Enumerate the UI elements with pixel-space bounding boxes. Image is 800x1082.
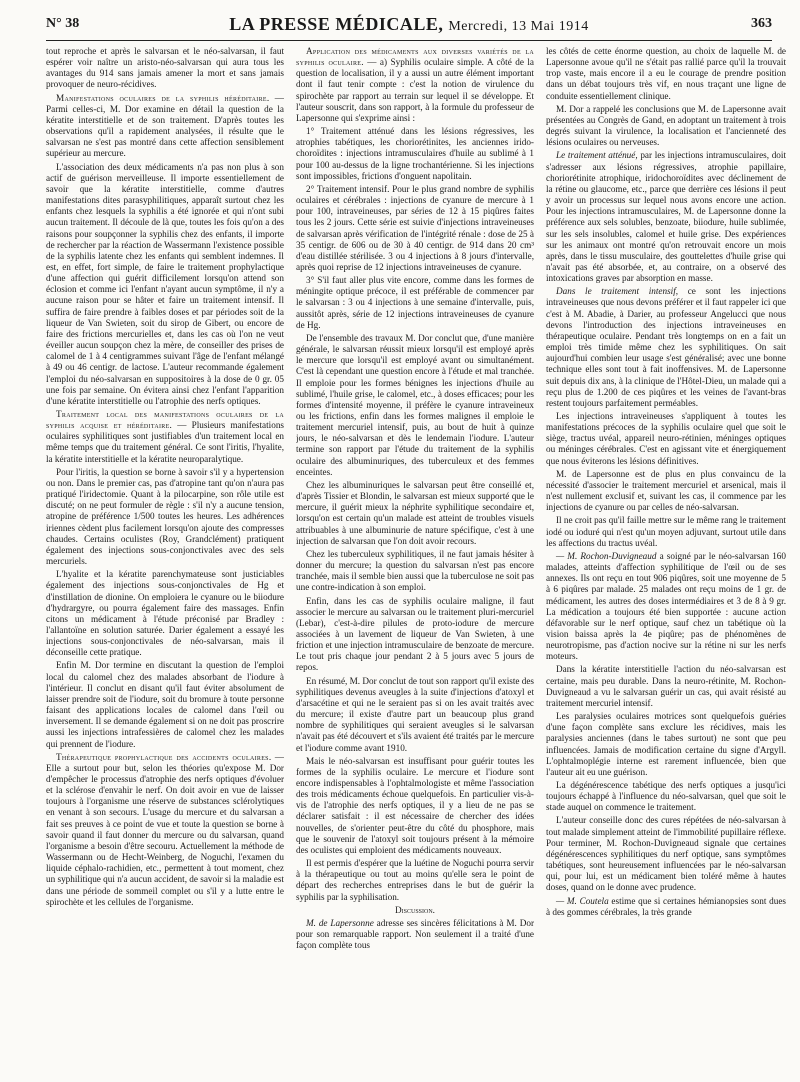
paragraph-text: estime que si certaines hémianopsies sont dues à des gommes cérébrales, la très grande xyxy=(546,895,786,917)
discussion-heading: Discussion. xyxy=(395,904,435,915)
speaker-name: — M. Rochon-Duvigneaud xyxy=(556,550,657,561)
discussion-text: adresse ses sincères félicitations à M. Dor pour son remarquable rapport. Non seulement il a traité d'une façon complète tous xyxy=(296,917,534,951)
section-heading: Manifestations oculaires de la syphilis héréditaire. xyxy=(56,92,270,103)
issue-number: N° 38 xyxy=(46,16,80,31)
paragraph: Les injections intraveineuses s'appliquent à toutes les manifestations précoces de la syphilis oculaire quel que soit le siège, tractus uvéal, appareil neuro-rétinien, méninges optiques ou méninges cérébrales. C'est en agissant vite et énergiquement que nous éviterons les lésions définitives. xyxy=(546,411,786,466)
speaker-paragraph xyxy=(546,551,786,663)
speaker-name: — M. Coutela xyxy=(556,895,609,906)
paragraph: Il ne croit pas qu'il faille mettre sur le même rang le traitement iodé ou ioduré qui n'est qu'un moyen adjuvant, surtout utile dans les affections du tractus uvéal. xyxy=(546,515,786,548)
paragraph-treatment-intensive xyxy=(546,286,786,409)
section-heading: Application des médicaments aux diverses variétés de la syphilis oculaire. xyxy=(296,46,534,68)
column-middle xyxy=(296,46,534,1076)
paragraph: Enfin M. Dor termine en discutant la question de l'emploi local du calomel chez des malades absorbant de l'iodure à l'intérieur. Il conclut en disant qu'il faut éviter absolument de laisser prendre soit de l'iodure, soit du bromure à toute personne faisant des applications locales de calomel dans l'œil ou inversement. Il se demande également si on ne doit pas proscrire aussi les injections intrafessières de calomel chez les malades qui prennent de l'iodure. xyxy=(46,660,284,749)
paragraph: les côtés de cette énorme question, au choix de laquelle M. de Lapersonne avoue qu'il ne s'était pas rallié parce qu'il la trouvait trop vaste, mais encore il a eu le courage de prendre position dans un débat toujours très vif, en nous traçant une ligne de conduite essentiellement clinique. xyxy=(546,46,786,101)
paragraph: Chez les tuberculeux syphilitiques, il ne faut jamais hésiter à donner du mercure; la question du salvarsan n'est pas encore tranchée, mais il semble bien aussi que la tuberculose ne soit pas une contre-indication à son emploi. xyxy=(296,548,534,593)
inline-heading: Le traitement atténué, xyxy=(556,150,638,161)
page-header xyxy=(46,12,772,41)
paragraph: Enfin, dans les cas de syphilis oculaire maligne, il faut associer le mercure au salvarsan ou le traitement pluri-mercuriel (Lebar), c'est-à-dire pilules de proto-iodure de mercure associées à un lavement de liqueur de Van Swieten, à une friction et une injection intramusculaire de benzoate de mercure. Le tout pris chaque jour pendant 2 à 5 jours avec 5 jours de repos. xyxy=(296,595,534,673)
discussion-paragraph xyxy=(296,918,534,951)
section-prophylactic xyxy=(46,752,284,908)
paragraph: Il est permis d'espérer que la luétine de Noguchi pourra servir à la thérapeutique ou tout au moins qu'elle sera le point de départ des recherches entreprises dans le but de guérir la syphilis par la syphilisation. xyxy=(296,858,534,902)
section-ocular-hereditary xyxy=(46,93,284,160)
speaker-paragraph xyxy=(546,896,786,918)
paragraph: L'auteur conseille donc des cures répétées de néo-salvarsan à tout malade simplement atteint de l'immobilité pupillaire réflexe. Pour terminer, M. Rochon-Duvigneaud signale que certaines dégénérescences syphilitiques du nerf optique, sans symptômes tabétiques, sont heureusement influencées par le néo-salvarsan qui, pour lui, est un médicament bien toléré même à hautes doses, quand on le donne avec prudence. xyxy=(546,815,786,893)
paragraph-treatment-attenuated xyxy=(546,150,786,284)
section-application xyxy=(296,46,534,124)
section-heading: Traitement local des manifestations oculaires de la syphilis acquise et héréditaire. xyxy=(46,409,284,431)
column-left xyxy=(46,46,284,1076)
paragraph: M. Dor a rappelé les conclusions que M. de Lapersonne avait présentées au Congrès de Gand, en adoptant un traitement à trois degrés suivant la virulence, la localisation et l'ancienneté des lésions oculaires ou nerveuses. xyxy=(546,103,786,148)
running-title xyxy=(46,14,772,35)
paragraph: De l'ensemble des travaux M. Dor conclut que, d'une manière générale, le salvarsan réussit mieux lorsqu'il est employé après le mercure que lorsqu'il est employé avant ou simultanément. C'est là cependant une question encore à l'étude et mal tranchée. Il emploie pour les formes bénignes les injections d'huile au sublimé, l'huile grise, le calomel, etc., à doses efficaces; pour les formes d'intensité moyenne, il préfère le cyanure intraveineux ou les frictions, enfin dans les formes malignes il emploie le traitement mercuriel intensif, puis, au bout de huit à quinze jours, le néo-salvarsan et dès le lendemain l'iodure. L'auteur termine son rapport par l'étude du traitement de la syphilis oculaire des albuminuriques, des tuberculeux et des femmes enceintes. xyxy=(296,332,534,477)
section-heading: Thérapeutique prophylactique des accidents oculaires. xyxy=(56,751,272,762)
paragraph: 3° S'il faut aller plus vite encore, comme dans les formes de méningite optique précoce, il est préférable de commencer par le salvarsan : 3 ou 4 injections à une semaine d'intervalle, puis, aussitôt après, série de 12 injections intraveineuses de cyanure de Hg. xyxy=(296,275,534,330)
section-text: — Plusieurs manifestations oculaires syphilitiques sont justifiables d'un traitement local en même temps que du traitement général. Ce sont l'iritis, l'hyalite, la kératite interstitielle et la kératite neuroparalytique. xyxy=(46,420,284,464)
section-local-treatment xyxy=(46,409,284,465)
page-number: 363 xyxy=(751,16,772,31)
column-right xyxy=(546,46,786,1076)
section-text: — Parmi celles-ci, M. Dor examine en détail la question de la kératite interstitielle et de son traitement. D'après toutes les observations qu'il a rapidement analysées, il résulte que le salvarsan ne s'est pas montré dans cette affection sensiblement supérieur au mercure. xyxy=(46,92,284,159)
paragraph: Mais le néo-salvarsan est insuffisant pour guérir toutes les formes de la syphilis oculaire. Le mercure et l'iodure sont encore indispensables à l'ophtalmologiste et même l'association des trois médicaments échoue quelquefois. En particulier vis-à-vis de l'atrophie des nerfs optiques, il y a lieu de ne pas se déclarer satisfait : il est nécessaire de chercher des idées nouvelles, de s'orienter peut-être du côté du phosphore, mais que le souvenir de l'atoxyl soit toujours présent à la mémoire des oculistes qui emploient des médicaments nouveaux. xyxy=(296,755,534,855)
section-text: — a) Syphilis oculaire simple. A côté de la question de localisation, il y a aussi un autre élément important dont il faut tenir compte : c'est la notion de virulence du spirochète par rapport au terrain sur lequel il se développe. Et l'auteur souscrit, dans son rapport, à la formule du professeur de Lapersonne qui s'exprime ainsi : xyxy=(296,57,534,123)
paragraph: En résumé, M. Dor conclut de tout son rapport qu'il existe des syphilitiques devenus aveugles à la suite d'injections d'atoxyl et d'arsacétine et qui ne le seraient pas si on les avait traités avec du mercure; il existe d'autre part un beaucoup plus grand nombre de syphilitiques qui seraient aveugles si le salvarsan n'avait pas été découvert et s'ils avaient été traités par le mercure et l'iodure comme avant 1910. xyxy=(296,675,534,753)
speaker-name: M. de Lapersonne xyxy=(306,917,374,928)
paragraph: L'hyalite et la kératite parenchymateuse sont justiciables également des injections sous-conjonctivales de Hg et d'instillation de dionine. On emploiera le cyanure ou le biiodure d'hydrargyre, ou pourra également faire des massages. Enfin citons un médicament à l'étude préconisé par Bradley : l'allantoïne en solution saturée. Darier également a essayé les injections sous-conjonctivales de néo-salvarsan, mais il déconseille cette pratique. xyxy=(46,569,284,658)
section-text: — Elle a surtout pour but, selon les théories qu'expose M. Dor d'empêcher le processus d'atrophie des nerfs optiques d'évoluer et la sclérose d'envahir le nerf. On doit avoir en vue de laisser toujours à l'organisme une réserve de substances sclérolytiques en venant à son secours. L'usage du mercure et du salvarsan a fait ses preuves à ce point de vue et toute la question se borne à savoir quand il faut donner du mercure ou du salvarsan, quand l'organisme a besoin d'être secouru. Actuellement la méthode de Wassermann ou de Hecht-Weinberg, de Noguchi, l'examen du liquide céphalo-rachidien, etc., permettent à tout moment, chez un syphilitique qui n'a aucun accident, de savoir si la maladie est dans une période de sommeil complet ou s'il y a lutte entre le spirochète et les cellules de l'organisme. xyxy=(46,751,284,907)
paragraph-text: ce sont les injections intraveineuses que nous devons préférer et il faut rappeler ici que c'est à M. Abadie, à Darier, au professeur Angelucci que nous devons l'introduction des injections intraveineuses en thérapeutique oculaire. Pendant très longtemps on en a fait un emploi très timide même chez les syphilitiques. On sait aujourd'hui combien leur usage s'est généralisé; avec une bonne technique elles sont tout à fait inoffensives. M. de Lapersonne suit depuis dix ans, à la clinique de l'Hôtel-Dieu, un malade qui a reçu plus de 1.200 de ces piqûres et les veines de l'avant-bras restent toujours parfaitement perméables. xyxy=(546,286,786,408)
journal-title: LA PRESSE MÉDICALE, xyxy=(229,14,444,34)
paragraph: 2° Traitement intensif. Pour le plus grand nombre de syphilis oculaires et cérébrales : injections de cyanure de mercure à 1 pour 100, intraveineuses, par séries de 12 à 15 piqûres faites tous les 2 jours. Cette série est suivie d'injections intraveineuses de salvarsan après vérification de l'intégrité rénale : dose de 25 à 35 centigr. de 606 ou de 30 à 40 centigr. de 914 dans 20 cm³ d'eau distillée stérilisée. 3 ou 4 injections à 8 jours d'intervalle, après quoi reprise de 12 injections intraveineuses de cyanure. xyxy=(296,183,534,272)
paragraph: 1° Traitement atténué dans les lésions régressives, les atrophies tabétiques, les choriorétinites, les anciennes irido-choroïdites : injections intramusculaires d'huile au sublimé à 1 pour 100 au-dessus de la ligne trochantérienne. Si les injections sont impossibles, frictions d'onguent napolitain. xyxy=(296,126,534,181)
paragraph: La dégénérescence tabétique des nerfs optiques a jusqu'ici toujours échappé à l'influence du néo-salvarsan, quel que soit le stade auquel on commence le traitement. xyxy=(546,780,786,813)
paragraph: Dans la kératite interstitielle l'action du néo-salvarsan est certaine, mais peu durable. Dans la neuro-rétinite, M. Rochon-Duvigneaud a vu le salvarsan guérir un cas, qui avait résisté au traitement mercuriel intensif. xyxy=(546,664,786,708)
paragraph: L'association des deux médicaments n'a pas non plus à son actif de guérison merveilleuse. Il importe essentiellement de savoir que la kératite interstitielle, comme d'autres manifestations dites parasyphilitiques, apparaît surtout chez les enfants chez lesquels la syphilis a été ignorée et qui n'ont subi aucun traitement. Il découle de là que, toutes les fois qu'on a des raisons pour soupçonner la syphilis chez des enfants, il importe de rechercher par la réaction de Wassermann l'existence possible de la syphilis latente chez les enfants qui semblent indemnes. Il est, en effet, fort simple, de faire le traitement prophylactique d'une affection qui guérit difficilement lorsqu'on attend son éclosion et comme ici l'enfant n'ayant aucun symptôme, il n'y a aucune raison pour se hâter et faire un traitement intensif. Il suffira de faire prendre à faibles doses et par périodes soit de la liqueur de Van Swieten, soit du sirop de Gibert, ou encore de faire des frictions mercurielles et, dans les cas où l'on ne veut éveiller aucun soupçon chez la mère, de conseiller des prises de calomel de 1 à 4 centigrammes suivant l'âge de l'enfant mélangé à 49 ou 46 centigr. de lactose. L'auteur recommande également l'emploi du néo-salvarsan en suppositoires à la dose de 0 gr. 05 une fois par semaine. On évitera ainsi chez l'enfant l'apparition d'une kératite interstitielle ou l'atrophie des nerfs optiques. xyxy=(46,161,284,406)
paragraph: M. de Lapersonne est de plus en plus convaincu de la nécessité d'associer le traitement mercuriel et arsenical, mais il n'est nullement exclusif et, suivant les cas, il commence par les injections de cyanure ou par celles de néo-salvarsan. xyxy=(546,468,786,513)
paragraph: Les paralysies oculaires motrices sont quelquefois guéries d'une façon complète sans exclure les récidives, mais les paralysies anciennes (dans le tabes surtout) ne sont que peu influencées. Jamais de modification certaine du signe d'Argyll. L'ophtalmoplégie interne est rarement influencée, bien que l'auteur ait eu une guérison. xyxy=(546,711,786,777)
paragraph: Chez les albuminuriques le salvarsan peut être conseillé et, d'après Tissier et Blondin, le salvarsan est mieux supporté que le mercure, il guérit mieux la néphrite syphilitique secondaire et, lorsqu'on est certain qu'un malade est atteint de troubles visuels attribuables à une albuminurie de nature spécifique, c'est à une injection de salvarsan que l'on doit avoir recours. xyxy=(296,479,534,546)
paragraph-text: a soigné par le néo-salvarsan 160 malades, atteints d'affection syphilitique de l'œil ou de ses annexes. Ils ont reçu en tout 906 piqûres, soit une moyenne de 5 à 6 piqûres par malade. 25 malades ont reçu moins de 1 gr. de médicament, les autres des doses intermédiaires et 3 de 8 à 9 gr. La médication a toujours été bien supportée : aucune action défavorable sur le nerf optique, sauf chez un tabétique où la vision baissa après la 4e piqûre; pas de phénomènes de neurotropisme, pas d'action nocive sur la rétine ni sur les nerfs moteurs. xyxy=(546,550,786,662)
paragraph: Pour l'iritis, la question se borne à savoir s'il y a hypertension ou non. Dans le premier cas, pas d'atropine tant qu'on n'aura pas pratiqué l'iridectomie. Quant à la pilocarpine, son rôle utile est discuté; on ne peut formuler de règle : s'il n'y a aucune tension, atropine de préférence 1/500 toutes les heures. Les adhérences iriennes cèdent plus facilement lorsqu'on ajoute des compresses chaudes. Certains oculistes (Roy, Grandclément) pratiquent également des injections sous-conjonctivales avec des sels mercuriels. xyxy=(46,466,284,567)
inline-heading: Dans le traitement intensif, xyxy=(556,286,679,297)
paragraph-text: par les injections intramusculaires, doit s'adresser aux lésions régressives, atrophie papillaire, choriorétinite atrophique, iridochoroïdites avec déclinement de la rétine ou glaucome, etc., parce que derrière ces lésions il peut y avoir un processus sur lequel nous avons encore une action. Pour les injections intramusculaires, M. de Lapersonne donne la préférence aux sels solubles, benzoate, biiodure, huile sublimée, sur les sels insolubles, calomel et huile grise. Des expériences sur les animaux ont montré qu'on retrouvait encore un mois après, dans le tissu musculaire, des gouttelettes d'huile grise qui n'avait pas été absorbée, et, au contraire, on a observé des intoxications graves par absorption en masse. xyxy=(546,150,786,284)
issue-date: Mercredi, 13 Mai 1914 xyxy=(448,19,589,34)
paragraph: tout reproche et après le salvarsan et le néo-salvarsan, il faut espérer voir naître un aristo-néo-salvarsan qui aura tous les avantages du 914 sans jamais amener la mort et sans jamais provoquer de neuro-récidives. xyxy=(46,46,284,90)
